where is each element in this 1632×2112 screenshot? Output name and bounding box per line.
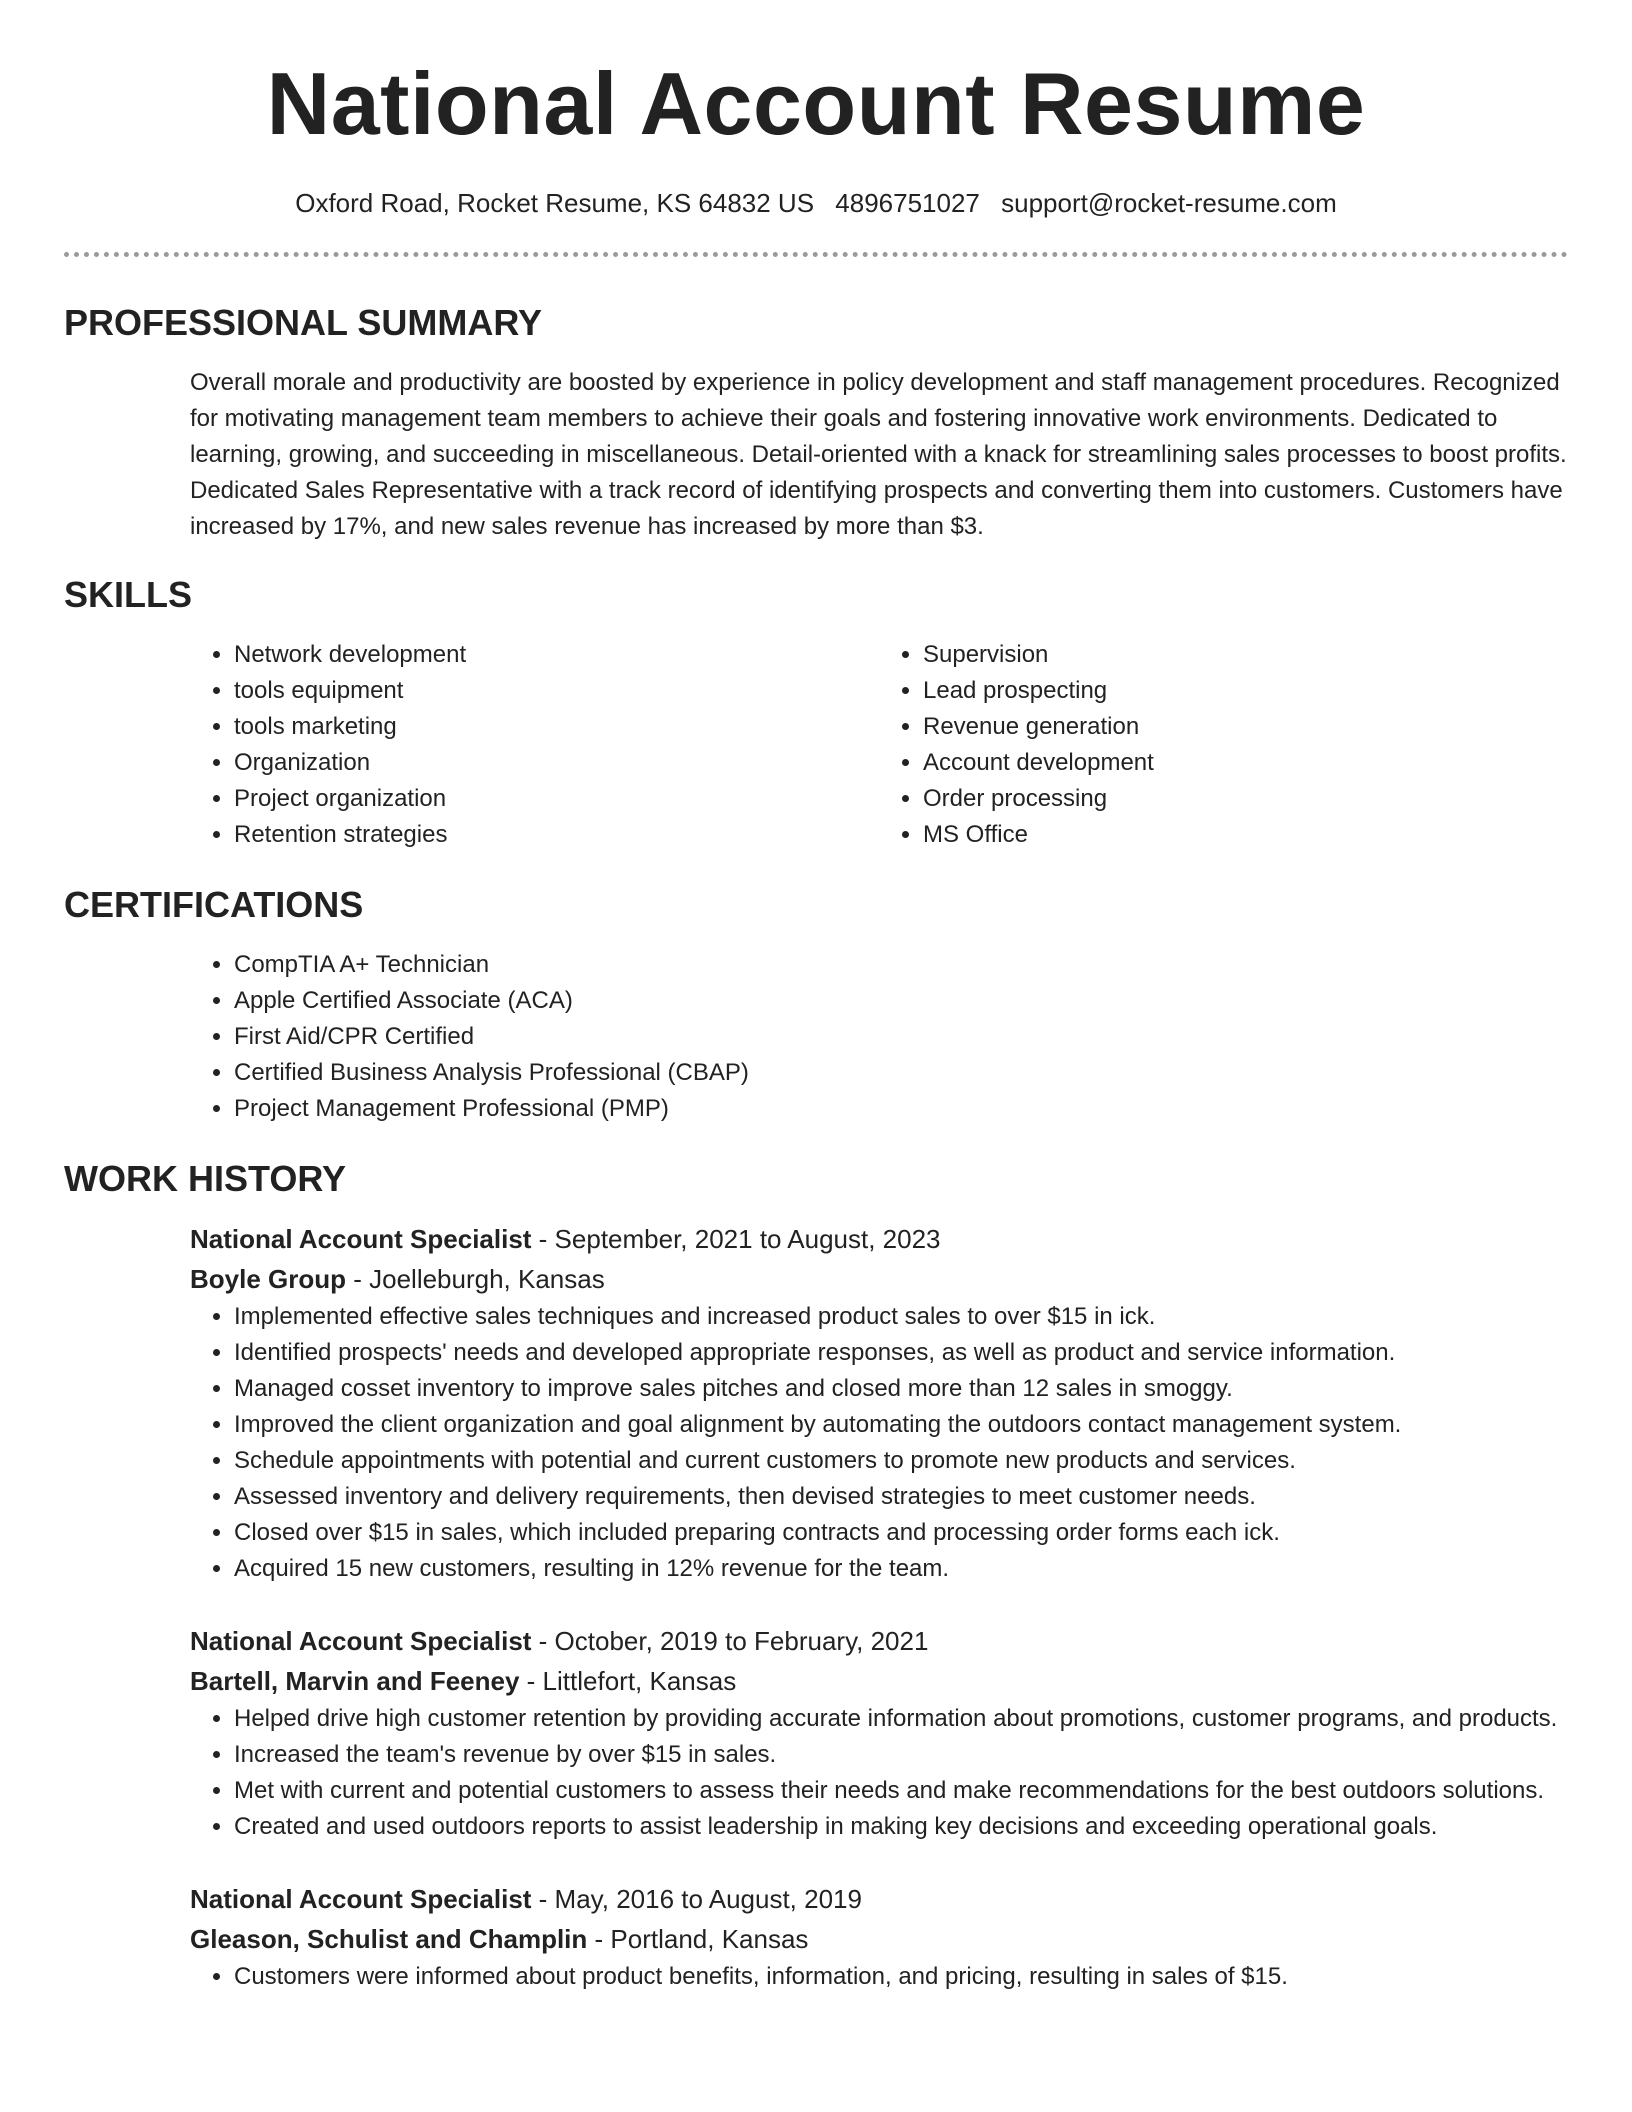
job-dates: - October, 2019 to February, 2021	[531, 1626, 929, 1656]
job-title-line	[190, 1219, 1568, 1259]
job-bullet: • Managed cosset inventory to improve sales pitches and closed more than 12 sales in smoggy.	[234, 1371, 1568, 1407]
job-company: Gleason, Schulist and Champlin	[190, 1924, 588, 1954]
job-bullet: • Created and used outdoors reports to assist leadership in making key decisions and exceeding operational goals.	[234, 1809, 1568, 1845]
job-title: National Account Specialist	[190, 1884, 532, 1914]
skill-item: • Account development	[923, 745, 1568, 781]
job-bullet: • Acquired 15 new customers, resulting in 12% revenue for the team.	[234, 1551, 1568, 1587]
job-dates: - May, 2016 to August, 2019	[531, 1884, 862, 1914]
job-title-line	[190, 1879, 1568, 1919]
job-bullet: • Schedule appointments with potential and current customers to promote new products and services.	[234, 1443, 1568, 1479]
job-company: Boyle Group	[190, 1264, 347, 1294]
job-title: National Account Specialist	[190, 1626, 532, 1656]
job-bullet: • Helped drive high customer retention by providing accurate information about promotions, customer programs, and products.	[234, 1701, 1568, 1737]
job-bullet: • Met with current and potential customers to assess their needs and make recommendations for the best outdoors solutions.	[234, 1773, 1568, 1809]
resume-title: National Account Resume	[266, 54, 1366, 153]
job-bullet: • Customers were informed about product benefits, information, and pricing, resulting in sales of $15.	[234, 1959, 1568, 1995]
job-dates: - September, 2021 to August, 2023	[531, 1224, 941, 1254]
contact-email: support@rocket-resume.com	[1001, 188, 1337, 218]
job-location: - Littlefort, Kansas	[519, 1666, 737, 1696]
job-company: Bartell, Marvin and Feeney	[190, 1666, 520, 1696]
job-bullets	[190, 1959, 1568, 1995]
contact-line	[64, 186, 1568, 220]
certification-item: • CompTIA A+ Technician	[234, 947, 1568, 983]
contact-phone: 4896751027	[835, 188, 980, 218]
job-company-line	[190, 1259, 1568, 1299]
skill-item: • Retention strategies	[234, 817, 879, 853]
job-bullet: • Implemented effective sales techniques and increased product sales to over $15 in ick.	[234, 1299, 1568, 1335]
skills-grid	[190, 637, 1568, 853]
contact-address: Oxford Road, Rocket Resume, KS 64832 US	[295, 188, 815, 218]
skills-list-right	[879, 637, 1568, 853]
job-bullets	[190, 1701, 1568, 1845]
certification-item: • Certified Business Analysis Professional (CBAP)	[234, 1055, 1568, 1091]
job-bullet: • Increased the team's revenue by over $15 in sales.	[234, 1737, 1568, 1773]
skill-item: • Network development	[234, 637, 879, 673]
job-company-line	[190, 1919, 1568, 1959]
skill-item: • Project organization	[234, 781, 879, 817]
skill-item: • tools marketing	[234, 709, 879, 745]
job-location: - Portland, Kansas	[587, 1924, 809, 1954]
skills-list-left	[190, 637, 879, 853]
skill-item: • Lead prospecting	[923, 673, 1568, 709]
job-bullet: • Closed over $15 in sales, which included preparing contracts and processing order forms each ick.	[234, 1515, 1568, 1551]
skill-item: • Organization	[234, 745, 879, 781]
skill-item: • Revenue generation	[923, 709, 1568, 745]
skill-item: • Supervision	[923, 637, 1568, 673]
skill-item: • tools equipment	[234, 673, 879, 709]
job-bullets	[190, 1299, 1568, 1587]
certification-item: • Project Management Professional (PMP)	[234, 1091, 1568, 1127]
certification-item: • First Aid/CPR Certified	[234, 1019, 1568, 1055]
job-bullet: • Improved the client organization and goal alignment by automating the outdoors contact management system.	[234, 1407, 1568, 1443]
job-company-line	[190, 1661, 1568, 1701]
job-entry	[190, 1219, 1568, 1587]
skills-heading: SKILLS	[64, 574, 193, 615]
job-entry	[190, 1879, 1568, 1995]
job-title-line	[190, 1621, 1568, 1661]
header-divider	[64, 252, 1568, 257]
job-location: - Joelleburgh, Kansas	[346, 1264, 605, 1294]
certification-item: • Apple Certified Associate (ACA)	[234, 983, 1568, 1019]
certifications-list	[190, 947, 1568, 1127]
certifications-block	[190, 947, 1568, 1127]
job-bullet: • Identified prospects' needs and developed appropriate responses, as well as product and service information.	[234, 1335, 1568, 1371]
work-history-heading: WORK HISTORY	[64, 1158, 347, 1199]
certifications-heading: CERTIFICATIONS	[64, 884, 364, 925]
skill-item: • MS Office	[923, 817, 1568, 853]
skill-item: • Order processing	[923, 781, 1568, 817]
job-title: National Account Specialist	[190, 1224, 532, 1254]
summary-heading: PROFESSIONAL SUMMARY	[64, 302, 543, 343]
job-entry	[190, 1621, 1568, 1845]
summary-text: Overall morale and productivity are boosted by experience in policy development and staff management procedures. Recognized for motivating management team members to achieve their goals and fostering innovative work environments. Dedicated to learning, growing, and succeeding in miscellaneous. Detail-oriented with a knack for streamlining sales processes to boost profits. Dedicated Sales Representative with a track record of identifying prospects and converting them into customers. Customers have increased by 17%, and new sales revenue has increased by more than $3.	[190, 369, 1567, 540]
job-bullet: • Assessed inventory and delivery requirements, then devised strategies to meet customer needs.	[234, 1479, 1568, 1515]
